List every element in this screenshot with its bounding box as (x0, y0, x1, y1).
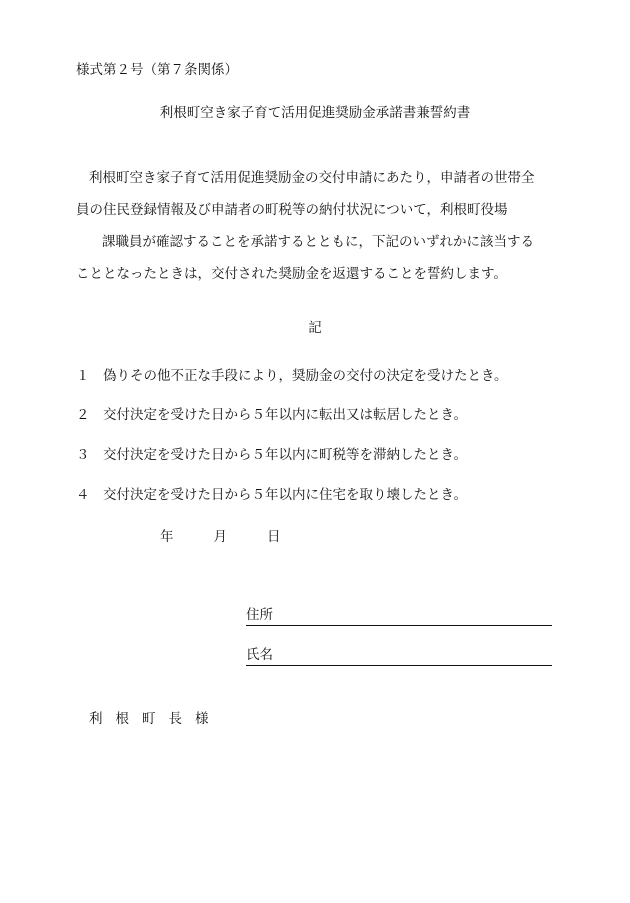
body-line-3: 課職員が確認することを承諾するとともに，下記のいずれかに該当する (102, 234, 534, 250)
item-number: １ (76, 368, 90, 384)
item-text: 交付決定を受けた日から５年以内に転出又は転居したとき。 (103, 407, 467, 423)
date-line (160, 528, 281, 546)
item-text: 交付決定を受けた日から５年以内に住宅を取り壊したとき。 (103, 487, 467, 503)
list-item (76, 406, 467, 424)
form-number: 様式第２号（第７条関係） (76, 62, 238, 78)
item-text: 偽りその他不正な手段により，奨励金の交付の決定を受けたとき。 (103, 368, 508, 384)
body-line-4: こととなったときは，交付された奨励金を返還することを誓約します。 (76, 266, 507, 282)
addressee: 利根町長様 (89, 711, 222, 727)
ki-heading: 記 (308, 320, 322, 336)
address-label: 住所 (246, 607, 273, 623)
date-day: 日 (267, 529, 281, 545)
item-number: ２ (76, 407, 90, 423)
address-field[interactable] (246, 605, 552, 626)
name-label: 氏名 (246, 647, 273, 663)
name-field[interactable] (246, 645, 552, 666)
item-number: ３ (76, 447, 90, 463)
list-item (76, 486, 467, 504)
date-month: 月 (213, 529, 227, 545)
item-number: ４ (76, 487, 90, 503)
document-title: 利根町空き家子育て活用促進奨励金承諾書兼誓約書 (159, 105, 471, 121)
date-year: 年 (160, 529, 174, 545)
list-item (76, 446, 467, 464)
item-text: 交付決定を受けた日から５年以内に町税等を滞納したとき。 (103, 447, 467, 463)
body-line-1: 利根町空き家子育て活用促進奨励金の交付申請にあたり，申請者の世帯全 (89, 170, 535, 186)
list-item (76, 367, 507, 385)
body-line-2: 員の住民登録情報及び申請者の町税等の納付状況について，利根町役場 (76, 202, 508, 218)
